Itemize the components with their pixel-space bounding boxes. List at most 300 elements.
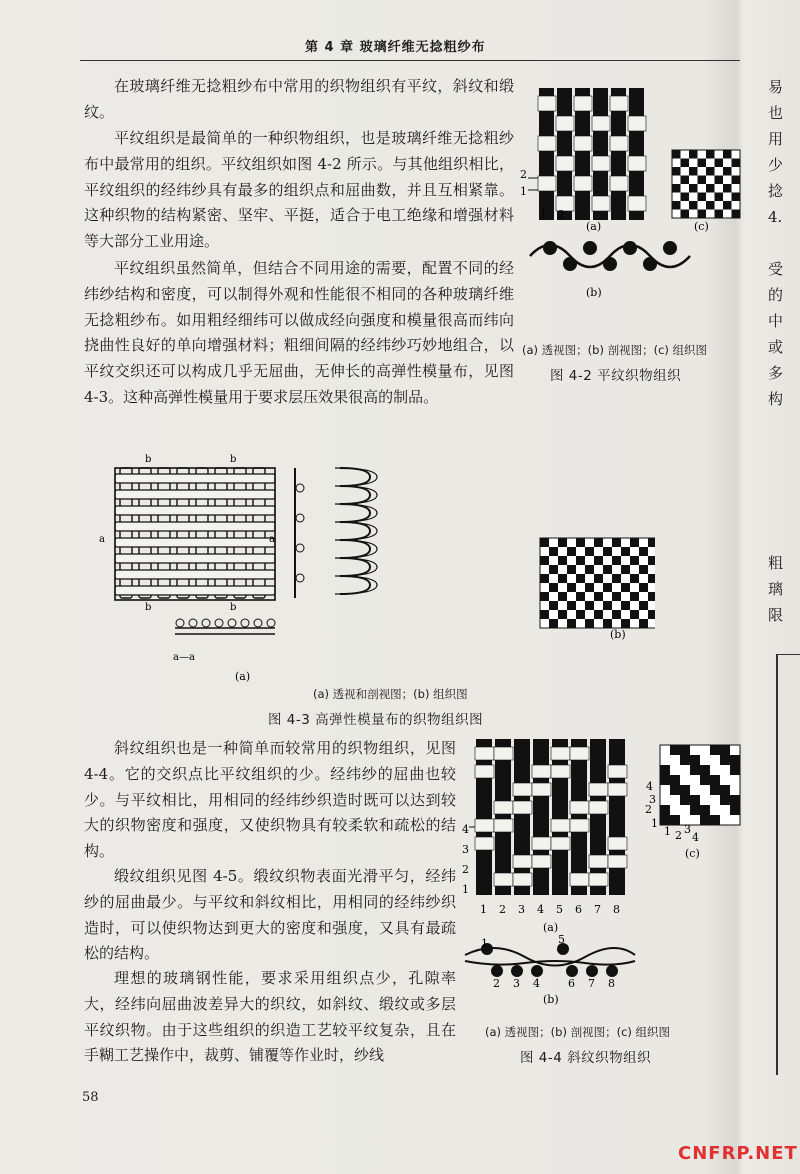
weft-float <box>592 116 610 131</box>
grid-cell <box>660 775 670 785</box>
fig43-label-a: (a) <box>235 670 251 683</box>
weft-float <box>494 801 513 814</box>
fig44-label-a: (a) <box>543 921 559 934</box>
grid-cell <box>700 765 710 775</box>
adj-line: 璃 <box>768 580 784 598</box>
grid-cell <box>690 795 700 805</box>
plain-weave-perspective <box>528 88 646 220</box>
paragraph-4: 斜纹组织也是一种简单而较常用的织物组织，见图 4-4。它的交织点比平纹组织的少。经纬纱的屈曲也较少。与平纹相比，用相同的经纬纱织造时既可以达到较大的织物密度和强度，又使织物具有较柔软和疏松的结构。 <box>84 739 456 861</box>
grid-cell <box>660 815 670 825</box>
grid-cell <box>715 193 724 202</box>
weft-float <box>513 855 532 868</box>
grid-cell <box>603 565 612 574</box>
grid-cell <box>670 775 680 785</box>
twill-weave-grid <box>660 745 740 825</box>
fig42-caption: (a) 透视图；(b) 剖视图；(c) 组织图 <box>522 343 708 357</box>
grid-cell <box>681 176 690 185</box>
grid-cell <box>594 574 603 583</box>
grid-cell <box>585 547 594 556</box>
grid-cell <box>698 193 707 202</box>
weft-float <box>494 873 513 886</box>
grid-cell <box>639 601 648 610</box>
grid-cell <box>680 795 690 805</box>
fig44-title: 图 4-4 斜纹织物组织 <box>520 1050 652 1066</box>
grid-cell <box>630 574 639 583</box>
warp-section <box>563 257 577 271</box>
grid-cell <box>690 805 700 815</box>
warp-yarn <box>476 739 492 895</box>
grid-cell <box>549 547 558 556</box>
warp-section <box>623 241 637 255</box>
grid-cell <box>710 775 720 785</box>
grid-cell <box>706 150 715 159</box>
section-circle <box>254 619 262 627</box>
warp-section <box>603 257 617 271</box>
grid-cell <box>689 150 698 159</box>
fig43-section-label: a—a <box>173 652 195 663</box>
weft-float <box>551 819 570 832</box>
fig44-label-c: (c) <box>685 847 700 860</box>
fig44-b-bottom-8: 8 <box>608 977 615 990</box>
section-circle <box>296 484 304 492</box>
grid-cell <box>715 210 724 219</box>
fig42-label-a: (a) <box>586 220 602 233</box>
warp-section <box>511 965 523 977</box>
figure-4-4-graphic <box>455 735 755 1025</box>
fig42-num-bottom-2: 2 <box>558 208 565 221</box>
paragraph-2: 平纹组织是最简单的一种织物组织，也是玻璃纤维无捻粗纱布中最常用的组织。平纹组织如图 4-2 所示。与其他组织相比，平纹组织的经纬纱具有最多的组织点和屈曲数，并且互相紧靠。这种织物的结构紧密、坚牢、平挺，适合于电工绝缘和增强材料等大部分工业用途。 <box>84 129 514 251</box>
fig44-num-bottom: 4 <box>537 903 544 916</box>
fig44-c-left-3: 3 <box>649 793 656 806</box>
grid-cell <box>603 547 612 556</box>
grid-cell <box>540 574 549 583</box>
grid-cell <box>723 184 732 193</box>
grid-cell <box>732 193 741 202</box>
grid-cell <box>700 775 710 785</box>
fig43-cut-b4: b <box>230 602 237 613</box>
grid-cell <box>558 610 567 619</box>
grid-cell <box>594 556 603 565</box>
weft-wave <box>465 961 635 965</box>
grid-cell <box>720 755 730 765</box>
weft-float <box>538 96 556 111</box>
fig44-num-bottom: 5 <box>556 903 563 916</box>
grid-cell <box>723 201 732 210</box>
twill-bottom-numbers <box>480 903 620 916</box>
grid-cell <box>648 574 655 583</box>
weft-float <box>628 116 646 131</box>
warp-yarn <box>495 739 511 895</box>
weft-float <box>538 136 556 151</box>
grid-cell <box>723 150 732 159</box>
fig44-b-bottom-7: 7 <box>588 977 595 990</box>
grid-cell <box>681 193 690 202</box>
plain-weave-section <box>530 241 690 271</box>
grid-cell <box>660 765 670 775</box>
weft-float <box>551 837 570 850</box>
grid-cell <box>594 592 603 601</box>
weft-float <box>532 783 551 796</box>
twill-section <box>465 943 635 977</box>
grid-cell <box>549 601 558 610</box>
warp-section <box>583 241 597 255</box>
grid-cell <box>689 201 698 210</box>
fig44-c-bottom-2: 2 <box>675 829 682 842</box>
grid-cell <box>672 201 681 210</box>
grid-cell <box>680 785 690 795</box>
grid-cell <box>567 601 576 610</box>
weft-float <box>475 765 494 778</box>
fig43-title: 图 4-3 高弹性模量布的织物组织图 <box>268 712 484 728</box>
grid-cell <box>549 565 558 574</box>
fig44-b-bottom-3: 3 <box>513 977 520 990</box>
weft-float <box>570 747 589 760</box>
grid-cell <box>732 210 741 219</box>
high-modulus-weave-perspective <box>115 468 275 600</box>
grid-cell <box>706 167 715 176</box>
site-watermark: CNFRP.NET <box>678 1143 798 1164</box>
high-modulus-weave-grid <box>540 538 655 628</box>
fig42-label-b: (b) <box>586 286 602 299</box>
grid-cell <box>720 795 730 805</box>
fig43-label-b: (b) <box>610 628 626 641</box>
weft-float <box>589 783 608 796</box>
grid-cell <box>621 583 630 592</box>
grid-cell <box>585 601 594 610</box>
weft-yarn <box>115 586 275 595</box>
fig44-b-bottom-2: 2 <box>493 977 500 990</box>
grid-cell <box>670 745 680 755</box>
warp-section <box>586 965 598 977</box>
grid-cell <box>549 583 558 592</box>
warp-yarn <box>590 739 606 895</box>
grid-cell <box>672 167 681 176</box>
section-circle <box>189 619 197 627</box>
warp-yarn <box>609 739 625 895</box>
fig44-c-left-2: 2 <box>645 803 652 816</box>
fig44-c-bottom-3: 3 <box>684 823 691 836</box>
adj-line: 中 <box>768 312 784 330</box>
adj-line: 4. <box>768 208 783 226</box>
weft-float <box>532 765 551 778</box>
grid-cell <box>700 815 710 825</box>
grid-cell <box>540 556 549 565</box>
warp-section <box>643 257 657 271</box>
twill-weave-perspective <box>469 739 627 895</box>
grid-cell <box>648 610 655 619</box>
grid-cell <box>730 805 740 815</box>
grid-cell <box>576 538 585 547</box>
adjacent-page-column-2 <box>768 550 800 628</box>
grid-cell <box>690 755 700 765</box>
weft-float <box>628 156 646 171</box>
grid-cell <box>706 184 715 193</box>
weft-yarn <box>115 570 275 579</box>
grid-cell <box>715 176 724 185</box>
adj-line: 易 <box>768 78 784 96</box>
grid-cell <box>603 601 612 610</box>
grid-cell <box>710 815 720 825</box>
grid-cell <box>549 619 558 628</box>
adjacent-page-column <box>768 74 800 412</box>
grid-cell <box>630 556 639 565</box>
weft-float <box>574 96 592 111</box>
paragraph-3: 平纹组织虽然简单，但结合不同用途的需要，配置不同的经纬纱结构和密度，可以制得外观和性能很不相同的各种玻璃纤维无捻粗纱布。如用粗经细纬可以做成经向强度和模量很高而纬向挠曲性良好的单向增强材料；粗细间隔的经纬纱巧妙地组合，以平纹交织还可以构成几乎无屈曲，无伸长的高弹性模量布，见图 4-3。这种高弹性模量用于要求层压效果很高的制品。 <box>84 259 514 406</box>
warp-section <box>663 241 677 255</box>
weft-float <box>532 837 551 850</box>
weft-float <box>570 819 589 832</box>
warp-section <box>606 965 618 977</box>
grid-cell <box>540 610 549 619</box>
weft-float <box>628 196 646 211</box>
fig44-num-bottom: 6 <box>575 903 582 916</box>
grid-cell <box>730 765 740 775</box>
weft-float <box>610 136 628 151</box>
grid-cell <box>585 619 594 628</box>
warp-section <box>531 965 543 977</box>
fig44-b-top-1: 1 <box>481 937 488 950</box>
grid-cell <box>681 159 690 168</box>
weft-float <box>556 116 574 131</box>
grid-cell <box>648 538 655 547</box>
weft-float <box>589 873 608 886</box>
weft-float <box>513 873 532 886</box>
weft-float <box>570 801 589 814</box>
fig43-cut-b1: b <box>145 454 152 465</box>
weft-float <box>610 96 628 111</box>
warp-section <box>543 241 557 255</box>
grid-cell <box>594 610 603 619</box>
grid-cell <box>558 538 567 547</box>
grid-cell <box>681 210 690 219</box>
fig43-cut-b2: b <box>230 454 237 465</box>
weft-float <box>610 176 628 191</box>
fig44-c-bottom-4: 4 <box>692 831 699 844</box>
fig44-c-left-4: 4 <box>646 780 653 793</box>
grid-cell <box>612 610 621 619</box>
weft-float <box>589 855 608 868</box>
grid-cell <box>621 547 630 556</box>
grid-cell <box>594 538 603 547</box>
fig44-c-left-1: 1 <box>651 817 658 830</box>
figure-4-2-graphic <box>520 78 750 378</box>
figure-4-3-graphic <box>95 448 655 688</box>
grid-cell <box>710 745 720 755</box>
adj-line: 少 <box>768 156 784 174</box>
section-circle <box>296 574 304 582</box>
grid-cell <box>630 610 639 619</box>
grid-cell <box>732 176 741 185</box>
adj-line: 限 <box>768 606 784 624</box>
adj-line: 的 <box>768 286 784 304</box>
adj-line: 多 <box>768 364 784 382</box>
weft-float <box>608 765 627 778</box>
warp-yarn <box>514 739 530 895</box>
fig42-num-bottom-1: 1 <box>540 208 547 221</box>
grid-cell <box>715 159 724 168</box>
fig42-num-side-1: 1 <box>520 185 527 198</box>
fig43-cut-a2: a <box>269 534 275 545</box>
weft-float <box>592 156 610 171</box>
weft-float <box>494 747 513 760</box>
fig44-num-left-1: 1 <box>462 883 469 896</box>
grid-cell <box>672 184 681 193</box>
weft-yarn <box>115 474 275 483</box>
weft-float <box>538 176 556 191</box>
grid-cell <box>700 805 710 815</box>
grid-cell <box>585 565 594 574</box>
weft-float <box>475 819 494 832</box>
fig44-num-bottom: 3 <box>518 903 525 916</box>
grid-cell <box>698 210 707 219</box>
fig44-b-top-5: 5 <box>558 933 565 946</box>
fig44-num-left-4: 4 <box>462 823 469 836</box>
warp-section <box>566 965 578 977</box>
grid-cell <box>680 745 690 755</box>
weft-float <box>574 136 592 151</box>
grid-cell <box>576 592 585 601</box>
grid-cell <box>567 583 576 592</box>
figure-4-3 <box>95 448 655 688</box>
fig42-title: 图 4-2 平纹织物组织 <box>550 368 682 384</box>
grid-cell <box>603 583 612 592</box>
weft-float <box>532 855 551 868</box>
figure-4-4 <box>455 735 755 1025</box>
section-circle <box>267 619 275 627</box>
grid-cell <box>689 184 698 193</box>
weft-yarn <box>115 506 275 515</box>
fig43-cut-b3: b <box>145 602 152 613</box>
paragraph-1: 在玻璃纤维无捻粗纱布中常用的织物组织有平纹，斜纹和缎纹。 <box>84 77 514 121</box>
adjacent-table-frame <box>776 654 800 1075</box>
grid-cell <box>680 755 690 765</box>
section-circle <box>241 619 249 627</box>
grid-cell <box>639 619 648 628</box>
grid-cell <box>612 538 621 547</box>
section-circle <box>296 544 304 552</box>
weft-float <box>551 765 570 778</box>
grid-cell <box>648 556 655 565</box>
grid-cell <box>648 592 655 601</box>
adj-line: 捻 <box>768 182 784 200</box>
fig43-caption: (a) 透视和剖视图；(b) 组织图 <box>313 687 468 701</box>
fig44-num-bottom: 2 <box>499 903 506 916</box>
fig44-caption: (a) 透视图；(b) 剖视图；(c) 组织图 <box>485 1025 671 1039</box>
grid-cell <box>558 574 567 583</box>
grid-cell <box>567 547 576 556</box>
fig44-b-bottom-6: 6 <box>568 977 575 990</box>
fig42-num-side-2: 2 <box>520 168 527 181</box>
weft-float <box>589 801 608 814</box>
grid-cell <box>730 795 740 805</box>
warp-yarn <box>552 739 568 895</box>
grid-cell <box>720 745 730 755</box>
grid-cell <box>621 565 630 574</box>
weft-float <box>592 196 610 211</box>
grid-cell <box>698 159 707 168</box>
grid-cell <box>621 601 630 610</box>
fig44-b-bottom-4: 4 <box>533 977 540 990</box>
adj-line: 也 <box>768 104 784 122</box>
grid-cell <box>540 538 549 547</box>
page-number: 58 <box>82 1090 99 1105</box>
fig44-num-left-2: 2 <box>462 863 469 876</box>
grid-cell <box>612 574 621 583</box>
grid-cell <box>690 765 700 775</box>
grid-cell <box>720 785 730 795</box>
grid-cell <box>723 167 732 176</box>
fig43-cut-a1: a <box>99 534 105 545</box>
running-header: 第 4 章 玻璃纤维无捻粗纱布 <box>305 40 486 55</box>
grid-cell <box>576 610 585 619</box>
grid-cell <box>639 583 648 592</box>
warp-yarn <box>571 739 587 895</box>
weft-yarn <box>115 554 275 563</box>
fig44-label-b: (b) <box>543 993 559 1006</box>
grid-cell <box>576 574 585 583</box>
weft-float <box>513 801 532 814</box>
weft-float <box>494 819 513 832</box>
fig42-label-c: (c) <box>694 220 709 233</box>
grid-cell <box>639 565 648 574</box>
grid-cell <box>706 201 715 210</box>
paragraph-6: 理想的玻璃钢性能，要求采用组织点少，孔隙率大，经纬向屈曲波差异大的织纹，如斜纹、缎纹或多层平纹织物。由于这些组织的织造工艺较平纹复杂，且在手糊工艺操作中，裁剪、铺覆等作业时，纱线 <box>84 969 456 1065</box>
fig44-num-bottom: 8 <box>613 903 620 916</box>
grid-cell <box>710 785 720 795</box>
grid-cell <box>621 619 630 628</box>
weft-yarn <box>115 522 275 531</box>
grid-cell <box>630 592 639 601</box>
grid-cell <box>603 619 612 628</box>
weft-float <box>513 783 532 796</box>
adj-line: 受 <box>768 260 784 278</box>
fig44-c-bottom-1: 1 <box>664 825 671 838</box>
adj-line <box>768 230 800 256</box>
paragraph-5: 缎纹组织见图 4-5。缎纹织物表面光滑平匀，经纬纱的屈曲最少。与平纹和斜纹相比，用相同的经纬纱织造时，可以使织物达到更大的密度和强度，又具有最疏松的结构。 <box>84 867 456 963</box>
grid-cell <box>689 167 698 176</box>
grid-cell <box>630 538 639 547</box>
grid-cell <box>585 583 594 592</box>
grid-cell <box>558 592 567 601</box>
adj-line: 或 <box>768 338 784 356</box>
weft-float <box>556 156 574 171</box>
section-circle <box>202 619 210 627</box>
fig44-num-bottom: 1 <box>480 903 487 916</box>
weft-float <box>608 783 627 796</box>
grid-cell <box>567 619 576 628</box>
weft-float <box>475 747 494 760</box>
weft-float <box>608 855 627 868</box>
section-circle <box>228 619 236 627</box>
grid-cell <box>672 150 681 159</box>
grid-cell <box>639 547 648 556</box>
header-rule <box>80 60 740 61</box>
grid-cell <box>612 592 621 601</box>
weft-float <box>475 837 494 850</box>
section-circle <box>296 514 304 522</box>
grid-cell <box>612 556 621 565</box>
plain-weave-grid <box>672 150 740 218</box>
grid-cell <box>567 565 576 574</box>
section-circle <box>215 619 223 627</box>
grid-cell <box>558 556 567 565</box>
grid-cell <box>670 785 680 795</box>
grid-cell <box>660 805 670 815</box>
warp-section <box>491 965 503 977</box>
grid-cell <box>540 592 549 601</box>
warp-yarn <box>533 739 549 895</box>
weft-float <box>608 837 627 850</box>
